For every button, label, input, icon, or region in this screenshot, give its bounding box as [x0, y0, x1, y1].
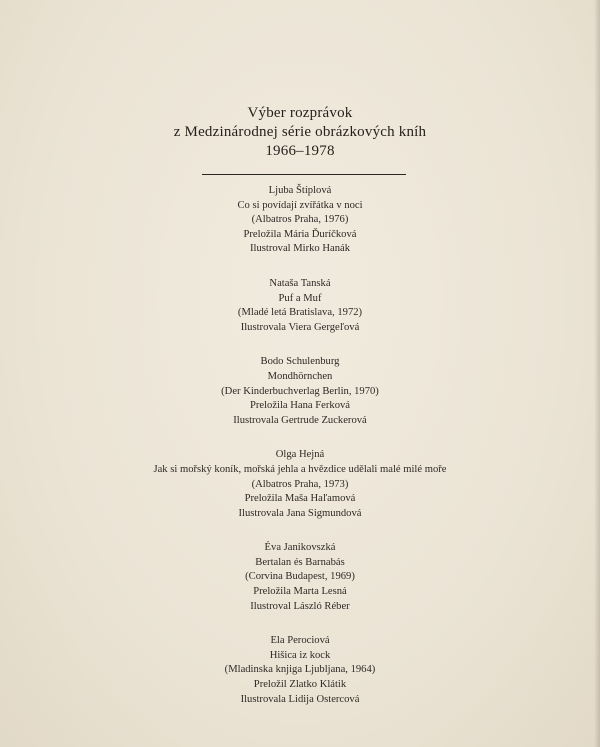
entry-illustrator: Ilustrovala Viera Gergeľová — [240, 321, 360, 333]
entry-title: Bertalan és Barnabás — [255, 556, 345, 568]
entry-illustrator: Ilustrovala Jana Sigmundová — [238, 507, 362, 519]
entry-author: Ljuba Štíplová — [268, 185, 332, 196]
book-entry — [0, 184, 600, 257]
entry-publisher: (Corvina Budapest, 1969) — [245, 571, 355, 583]
entry-translator: Preložila Mária Ďuríčková — [243, 228, 357, 240]
entry-publisher: (Albatros Praha, 1973) — [251, 478, 349, 490]
entry-author: Éva Janikovszká — [264, 542, 336, 554]
divider-rule — [202, 174, 406, 175]
entry-publisher: (Mladinska knjiga Ljubljana, 1964) — [224, 664, 376, 676]
entry-illustrator: Ilustrovala Lidija Ostercová — [240, 693, 360, 705]
heading-title: Výber rozprávok — [247, 105, 353, 121]
book-entry — [0, 277, 600, 335]
entry-illustrator: Ilustroval László Réber — [250, 600, 350, 612]
entry-publisher: (Mladé letá Bratislava, 1972) — [237, 307, 363, 319]
book-list — [0, 184, 600, 727]
book-entry — [0, 448, 600, 521]
entry-translator: Preložil Zlatko Klátik — [253, 679, 347, 691]
entry-illustrator: Ilustroval Mirko Hanák — [249, 243, 351, 255]
entry-illustrator: Ilustrovala Gertrude Zuckerová — [233, 414, 367, 426]
heading-subtitle: z Medzinárodnej série obrázkových kníh — [173, 124, 427, 140]
page-heading — [0, 104, 600, 161]
entry-author: Olga Hejná — [275, 449, 325, 461]
entry-translator: Preložila Maša Haľamová — [244, 493, 356, 505]
entry-translator: Preložila Hana Ferková — [249, 400, 350, 412]
entry-translator: Preložila Marta Lesná — [253, 586, 347, 598]
entry-author: Bodo Schulenburg — [260, 356, 340, 368]
entry-publisher: (Albatros Praha, 1976) — [251, 214, 349, 226]
entry-title: Co si povídají zvířátka v noci — [237, 199, 363, 211]
book-entry — [0, 355, 600, 428]
entry-title: Puf a Muf — [278, 292, 322, 304]
entry-title: Mondhörnchen — [267, 370, 333, 382]
entry-title: Jak si mořský koník, mořská jehla a hvězdice udělali malé milé moře — [153, 463, 447, 475]
heading-years: 1966–1978 — [265, 143, 335, 159]
book-entry — [0, 541, 600, 614]
entry-author: Ela Perociová — [270, 635, 330, 647]
entry-title: Hišica iz kock — [269, 649, 331, 661]
entry-author: Nataša Tanská — [269, 277, 331, 289]
entry-publisher: (Der Kinderbuchverlag Berlin, 1970) — [221, 385, 379, 397]
book-entry — [0, 634, 600, 707]
